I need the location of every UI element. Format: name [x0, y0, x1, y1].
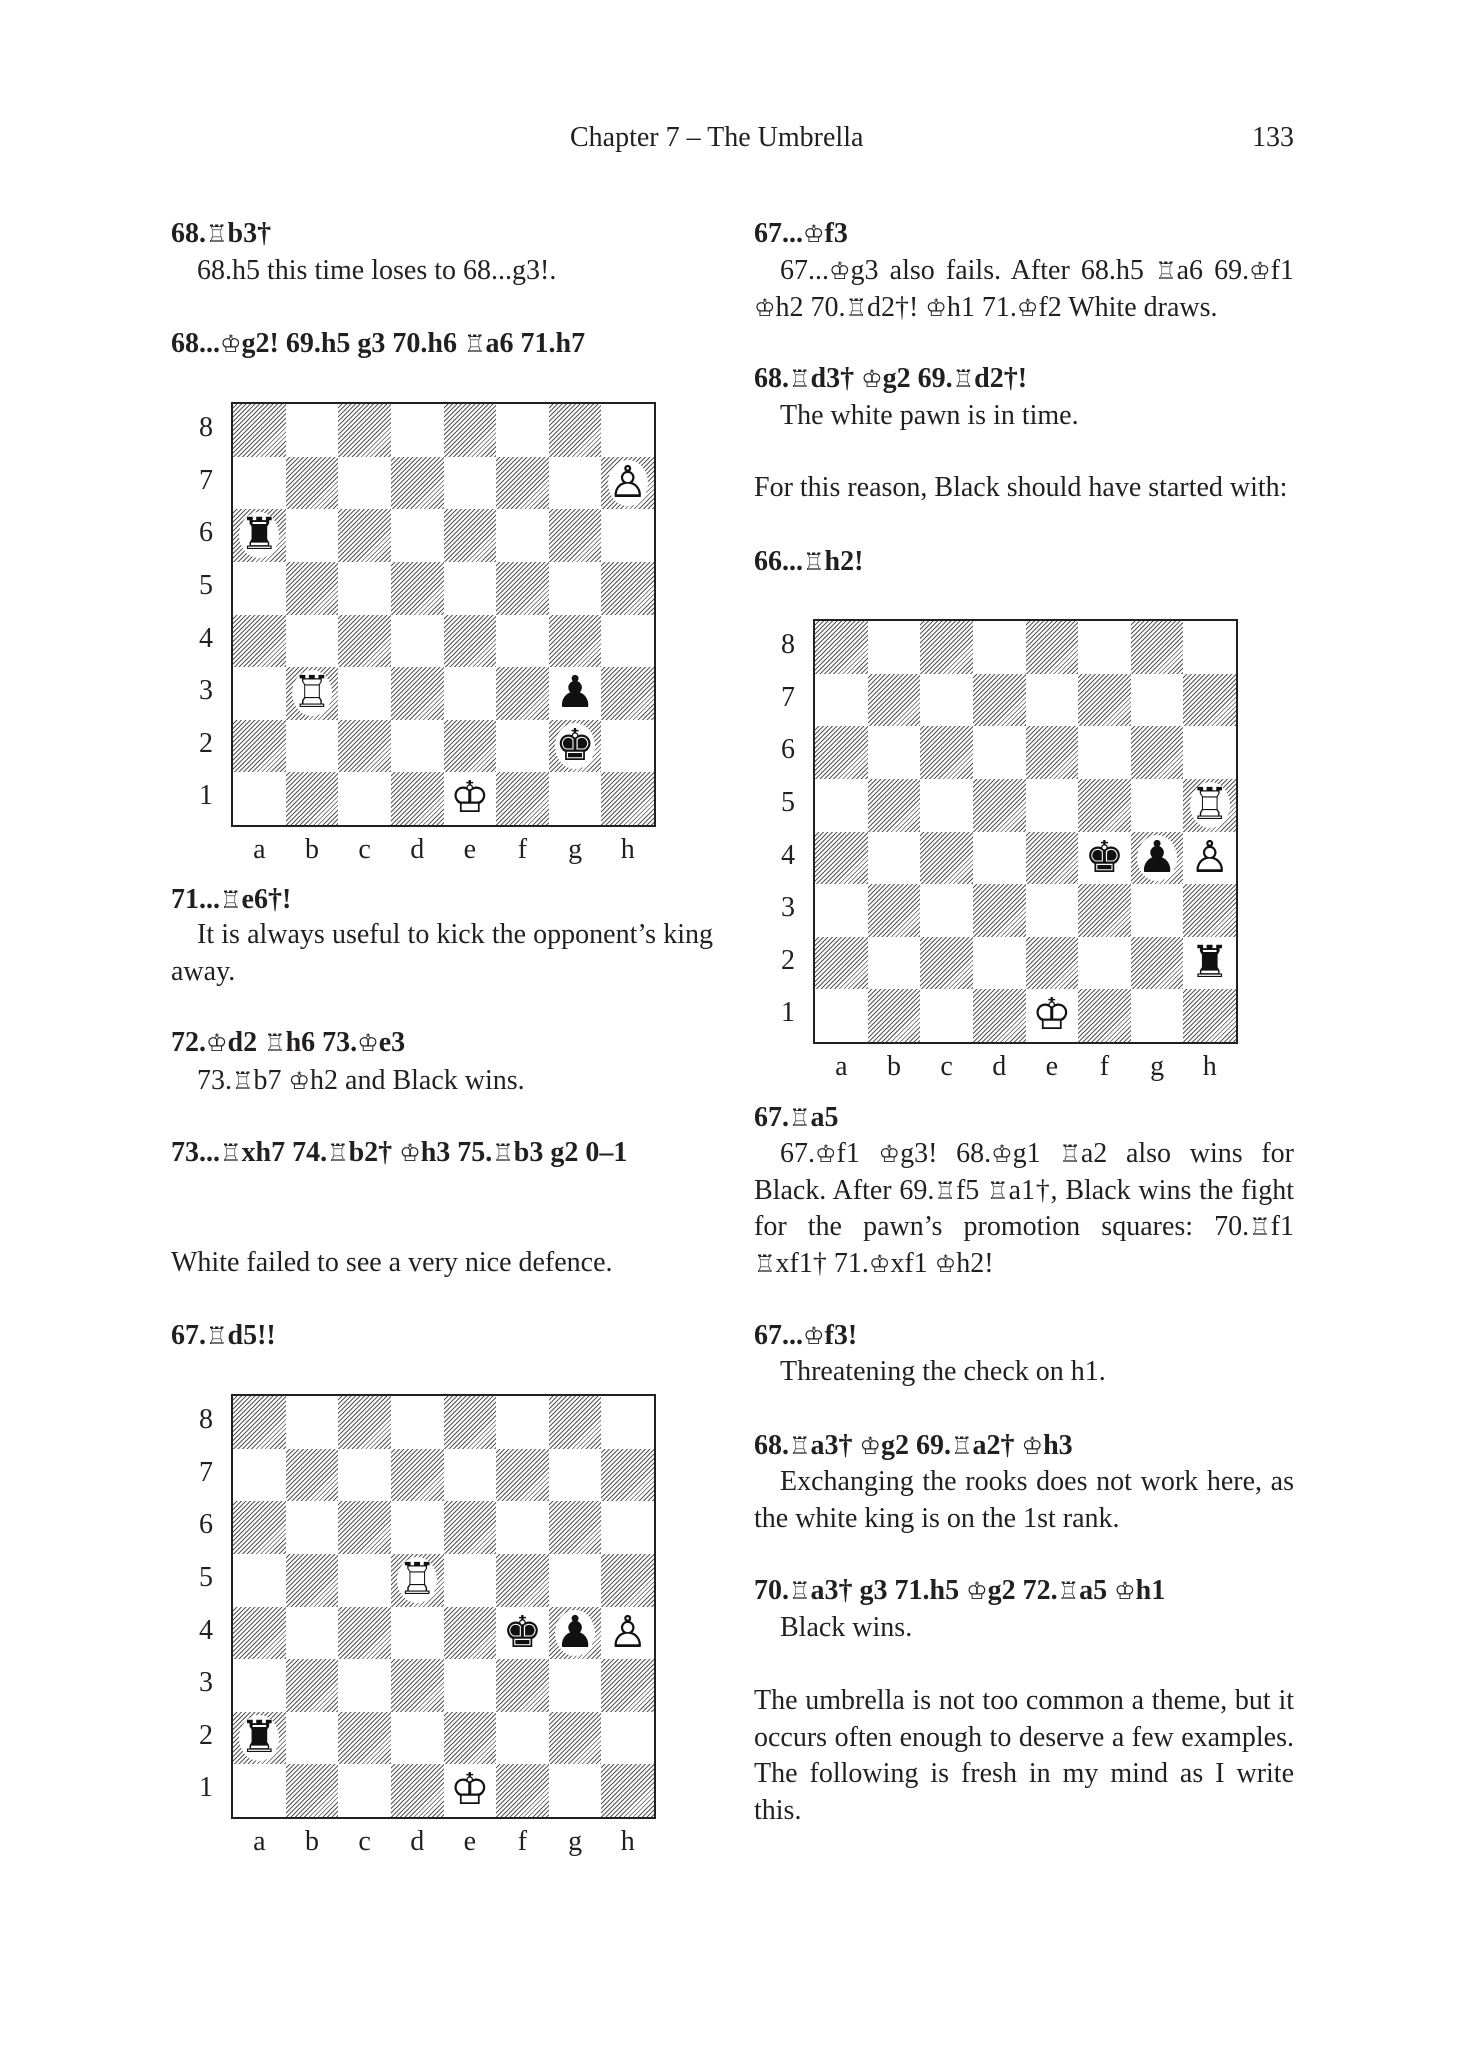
board-square — [444, 1659, 497, 1712]
rank-label: 4 — [199, 1614, 213, 1646]
file-label: a — [253, 1826, 266, 1857]
board-square — [496, 667, 549, 720]
rank-label: 1 — [781, 997, 795, 1029]
file-label: f — [517, 1826, 528, 1857]
board-square — [815, 832, 868, 885]
board-square — [391, 1501, 444, 1554]
board-square — [233, 667, 286, 720]
board-square — [286, 772, 339, 825]
board-square — [1131, 779, 1184, 832]
board-square — [549, 1659, 602, 1712]
board-square — [338, 1607, 391, 1660]
board-square — [496, 772, 549, 825]
board-square — [601, 720, 654, 773]
board-square — [286, 509, 339, 562]
board-square — [391, 1764, 444, 1817]
file-label: d — [992, 1051, 1007, 1082]
board-square — [1078, 779, 1131, 832]
board-square — [338, 1449, 391, 1502]
board-square — [233, 1764, 286, 1817]
board-square — [391, 457, 444, 510]
chess-piece: ♙ — [607, 456, 648, 508]
file-label: e — [463, 834, 477, 865]
board-square — [338, 562, 391, 615]
board-square — [391, 404, 444, 457]
file-label: a — [835, 1051, 848, 1082]
board-square — [549, 1449, 602, 1502]
board-square — [1078, 621, 1131, 674]
rank-label: 7 — [199, 1456, 213, 1488]
rank-label: 7 — [781, 681, 795, 713]
board-square — [338, 667, 391, 720]
board-square — [391, 667, 444, 720]
chess-piece: ♔ — [450, 772, 490, 824]
board-square — [496, 1449, 549, 1502]
commentary-text: The white pawn is in time. — [780, 400, 1079, 431]
board-square — [920, 621, 973, 674]
board-square — [338, 1659, 391, 1712]
rank-label: 3 — [199, 675, 213, 707]
board-square — [391, 1607, 444, 1660]
board-square — [233, 1607, 286, 1660]
chess-piece: ♖ — [1189, 778, 1230, 830]
board-square — [549, 562, 602, 615]
board-square — [444, 509, 497, 562]
rank-label: 4 — [781, 839, 795, 871]
board-square — [868, 674, 921, 727]
board-square — [338, 772, 391, 825]
file-label: d — [410, 834, 425, 865]
board-square — [549, 772, 602, 825]
board-square — [1183, 989, 1236, 1042]
rank-label: 6 — [781, 734, 795, 766]
move-heading: 68...♔g2! 69.h5 g3 70.h6 ♖a6 71.h7 — [171, 328, 586, 359]
file-label: b — [304, 1826, 319, 1857]
board-square — [496, 1554, 549, 1607]
board-square — [815, 884, 868, 937]
rank-label: 6 — [199, 1509, 213, 1541]
file-label: a — [253, 834, 266, 865]
file-label: c — [940, 1051, 953, 1082]
chess-diagram — [813, 619, 1238, 1044]
board-square — [233, 404, 286, 457]
board-square — [549, 1554, 602, 1607]
board-square — [233, 457, 286, 510]
board-square — [286, 615, 339, 668]
board-square — [338, 615, 391, 668]
board-square — [815, 674, 868, 727]
file-label: h — [620, 834, 635, 865]
file-label: d — [410, 1826, 425, 1857]
board-square — [601, 1659, 654, 1712]
board-square — [920, 884, 973, 937]
file-label: b — [304, 834, 319, 865]
move-heading: 72.♔d2 ♖h6 73.♔e3 — [171, 1027, 406, 1058]
commentary-text: 73.♖b7 ♔h2 and Black wins. — [197, 1065, 525, 1096]
board-square — [496, 720, 549, 773]
board-square — [1131, 726, 1184, 779]
board-square — [601, 772, 654, 825]
board-square — [286, 1712, 339, 1765]
board-square — [1078, 674, 1131, 727]
board-square — [338, 1501, 391, 1554]
board-square — [338, 1554, 391, 1607]
board-square — [496, 1659, 549, 1712]
board-square — [815, 621, 868, 674]
commentary-text: Exchanging the rooks does not work here, as the white king is on the 1st rank. — [754, 1466, 1294, 1534]
board-square — [338, 457, 391, 510]
board-square — [973, 621, 1026, 674]
rank-label: 1 — [199, 1772, 213, 1804]
board-square — [233, 1449, 286, 1502]
board-square — [549, 1396, 602, 1449]
chess-piece: ♟ — [555, 1606, 595, 1658]
chess-piece: ♖ — [292, 667, 332, 719]
move-heading: 68.♖d3† ♔g2 69.♖d2†! — [754, 363, 1028, 394]
rank-label: 5 — [199, 1561, 213, 1593]
board-square — [868, 937, 921, 990]
board-square — [286, 1501, 339, 1554]
chess-diagram — [231, 1394, 656, 1819]
commentary-text: 67.♔f1 ♔g3! 68.♔g1 ♖a2 also wins for Black. After 69.♖f5 ♖a1†, Black wins the fight for the pawn’s promotion squares: 70.♖f1 ♖xf1† 71.♔xf1 ♔h2! — [754, 1138, 1295, 1279]
move-heading: 67.♖d5!! — [171, 1320, 276, 1351]
board-square — [601, 404, 654, 457]
board-square — [549, 457, 602, 510]
board-square — [444, 562, 497, 615]
rank-label: 8 — [781, 629, 795, 660]
board-square — [920, 779, 973, 832]
rank-label: 5 — [199, 569, 213, 601]
chess-piece: ♔ — [450, 1764, 490, 1816]
board-square — [601, 1764, 654, 1817]
commentary-text: Black wins. — [780, 1612, 913, 1643]
board-square — [601, 509, 654, 562]
board-square — [601, 1712, 654, 1765]
rank-label: 8 — [199, 1404, 213, 1435]
board-square — [1078, 989, 1131, 1042]
commentary-text: White failed to see a very nice defence. — [171, 1247, 613, 1278]
board-square — [601, 1449, 654, 1502]
chess-piece: ♖ — [397, 1553, 437, 1605]
board-square — [496, 509, 549, 562]
chess-piece: ♟ — [555, 667, 595, 719]
board-square — [286, 1764, 339, 1817]
board-square — [338, 1764, 391, 1817]
board-square — [338, 720, 391, 773]
file-label: g — [568, 834, 583, 865]
chapter-title: Chapter 7 – The Umbrella — [570, 122, 864, 153]
board-square — [815, 726, 868, 779]
file-label: f — [1099, 1051, 1110, 1082]
board-square — [920, 832, 973, 885]
board-square — [496, 1501, 549, 1554]
board-square — [444, 615, 497, 668]
board-square — [920, 674, 973, 727]
board-square — [549, 509, 602, 562]
board-square — [549, 1712, 602, 1765]
board-square — [973, 989, 1026, 1042]
board-square — [815, 989, 868, 1042]
board-square — [391, 562, 444, 615]
rank-label: 2 — [781, 944, 795, 976]
board-square — [286, 1396, 339, 1449]
board-square — [815, 779, 868, 832]
board-square — [1026, 779, 1079, 832]
board-square — [338, 404, 391, 457]
chess-piece: ♚ — [502, 1606, 543, 1658]
board-square — [233, 720, 286, 773]
board-square — [1131, 621, 1184, 674]
commentary-text: 67...♔g3 also fails. After 68.h5 ♖a6 69.♔f1 ♔h2 70.♖d2†! ♔h1 71.♔f2 White draws. — [754, 255, 1294, 323]
board-square — [973, 884, 1026, 937]
board-square — [286, 404, 339, 457]
board-square — [496, 1764, 549, 1817]
board-square — [973, 726, 1026, 779]
board-square — [1026, 937, 1079, 990]
move-heading: 70.♖a3† g3 71.h5 ♔g2 72.♖a5 ♔h1 — [754, 1575, 1166, 1606]
board-square — [444, 720, 497, 773]
file-label: c — [358, 1826, 371, 1857]
board-square — [233, 1396, 286, 1449]
board-square — [391, 772, 444, 825]
board-square — [1131, 884, 1184, 937]
board-square — [496, 562, 549, 615]
file-label: e — [463, 1826, 477, 1857]
board-square — [601, 1396, 654, 1449]
file-label: f — [517, 834, 528, 865]
board-square — [1026, 621, 1079, 674]
board-square — [1183, 884, 1236, 937]
board-square — [1078, 884, 1131, 937]
file-label: h — [620, 1826, 635, 1857]
board-square — [1183, 674, 1236, 727]
board-square — [444, 1501, 497, 1554]
board-square — [233, 1554, 286, 1607]
rank-label: 1 — [199, 780, 213, 812]
board-square — [286, 720, 339, 773]
move-heading: 68.♖b3† — [171, 218, 272, 249]
board-square — [1026, 884, 1079, 937]
board-square — [444, 404, 497, 457]
board-square — [920, 989, 973, 1042]
board-square — [920, 937, 973, 990]
move-heading: 71...♖e6†! — [171, 884, 292, 915]
board-square — [1026, 832, 1079, 885]
page-number: 133 — [1252, 122, 1294, 153]
board-square — [601, 667, 654, 720]
board-square — [444, 1554, 497, 1607]
chess-piece: ♙ — [1189, 831, 1230, 883]
board-square — [444, 1607, 497, 1660]
file-label: h — [1202, 1051, 1217, 1082]
board-square — [391, 615, 444, 668]
rank-label: 7 — [199, 464, 213, 496]
board-square — [338, 509, 391, 562]
board-square — [868, 621, 921, 674]
board-square — [496, 457, 549, 510]
board-square — [601, 1501, 654, 1554]
board-square — [868, 989, 921, 1042]
board-square — [973, 937, 1026, 990]
board-square — [496, 615, 549, 668]
chess-piece: ♔ — [1032, 989, 1072, 1041]
move-heading: 67.♖a5 — [754, 1102, 839, 1133]
board-square — [286, 457, 339, 510]
commentary-text: For this reason, Black should have started with: — [754, 472, 1288, 503]
rank-label: 2 — [199, 727, 213, 759]
board-square — [391, 1659, 444, 1712]
move-heading: 66...♖h2! — [754, 546, 864, 577]
board-square — [868, 726, 921, 779]
commentary-text: It is always useful to kick the opponent’s king away. — [171, 919, 713, 987]
board-square — [286, 1659, 339, 1712]
board-square — [601, 1554, 654, 1607]
board-square — [391, 1396, 444, 1449]
rank-label: 3 — [781, 892, 795, 924]
chess-piece: ♜ — [1189, 936, 1230, 988]
board-square — [444, 1449, 497, 1502]
board-square — [973, 674, 1026, 727]
file-label: g — [1150, 1051, 1165, 1082]
rank-label: 5 — [781, 786, 795, 818]
board-square — [391, 720, 444, 773]
rank-label: 3 — [199, 1667, 213, 1699]
chess-piece: ♟ — [1137, 831, 1177, 883]
commentary-text: The umbrella is not too common a theme, but it occurs often enough to deserve a few examples. The following is fresh in my mind as I write this. — [754, 1685, 1294, 1826]
board-square — [1026, 726, 1079, 779]
board-square — [973, 832, 1026, 885]
board-square — [1131, 989, 1184, 1042]
board-square — [233, 615, 286, 668]
move-heading: 73...♖xh7 74.♖b2† ♔h3 75.♖b3 g2 0–1 — [171, 1137, 628, 1168]
board-square — [973, 779, 1026, 832]
board-square — [233, 562, 286, 615]
board-square — [1131, 937, 1184, 990]
rank-label: 2 — [199, 1719, 213, 1751]
commentary-text: Threatening the check on h1. — [780, 1356, 1106, 1387]
board-square — [286, 1449, 339, 1502]
board-square — [1183, 621, 1236, 674]
chess-diagram — [231, 402, 656, 827]
board-square — [286, 1554, 339, 1607]
board-square — [286, 562, 339, 615]
file-label: b — [886, 1051, 901, 1082]
board-square — [391, 1449, 444, 1502]
board-square — [444, 457, 497, 510]
board-square — [868, 832, 921, 885]
board-square — [496, 404, 549, 457]
board-square — [549, 1501, 602, 1554]
board-square — [1183, 726, 1236, 779]
board-square — [868, 884, 921, 937]
chess-piece: ♜ — [239, 509, 280, 561]
board-square — [549, 615, 602, 668]
board-square — [444, 1396, 497, 1449]
board-square — [1026, 674, 1079, 727]
board-square — [233, 1659, 286, 1712]
chess-piece: ♚ — [1084, 831, 1125, 883]
board-square — [391, 1712, 444, 1765]
move-heading: 67...♔f3! — [754, 1320, 858, 1351]
file-label: c — [358, 834, 371, 865]
board-square — [338, 1712, 391, 1765]
file-label: e — [1045, 1051, 1059, 1082]
board-square — [601, 562, 654, 615]
board-square — [1078, 726, 1131, 779]
chess-piece: ♙ — [607, 1606, 648, 1658]
board-square — [444, 667, 497, 720]
board-square — [233, 772, 286, 825]
move-heading: 67...♔f3 — [754, 218, 848, 249]
rank-label: 8 — [199, 412, 213, 443]
file-label: g — [568, 1826, 583, 1857]
board-square — [868, 779, 921, 832]
board-square — [549, 1764, 602, 1817]
board-square — [815, 937, 868, 990]
board-square — [444, 1712, 497, 1765]
chess-piece: ♚ — [555, 719, 595, 771]
rank-label: 4 — [199, 622, 213, 654]
board-square — [286, 1607, 339, 1660]
rank-label: 6 — [199, 517, 213, 549]
chess-piece: ♜ — [239, 1711, 280, 1763]
board-square — [920, 726, 973, 779]
board-square — [1078, 937, 1131, 990]
commentary-text: 68.h5 this time loses to 68...g3!. — [197, 255, 557, 286]
board-square — [233, 1501, 286, 1554]
board-square — [549, 404, 602, 457]
board-square — [496, 1712, 549, 1765]
board-square — [496, 1396, 549, 1449]
board-square — [338, 1396, 391, 1449]
move-heading: 68.♖a3† ♔g2 69.♖a2† ♔h3 — [754, 1430, 1073, 1461]
board-square — [1131, 674, 1184, 727]
board-square — [601, 615, 654, 668]
board-square — [391, 509, 444, 562]
